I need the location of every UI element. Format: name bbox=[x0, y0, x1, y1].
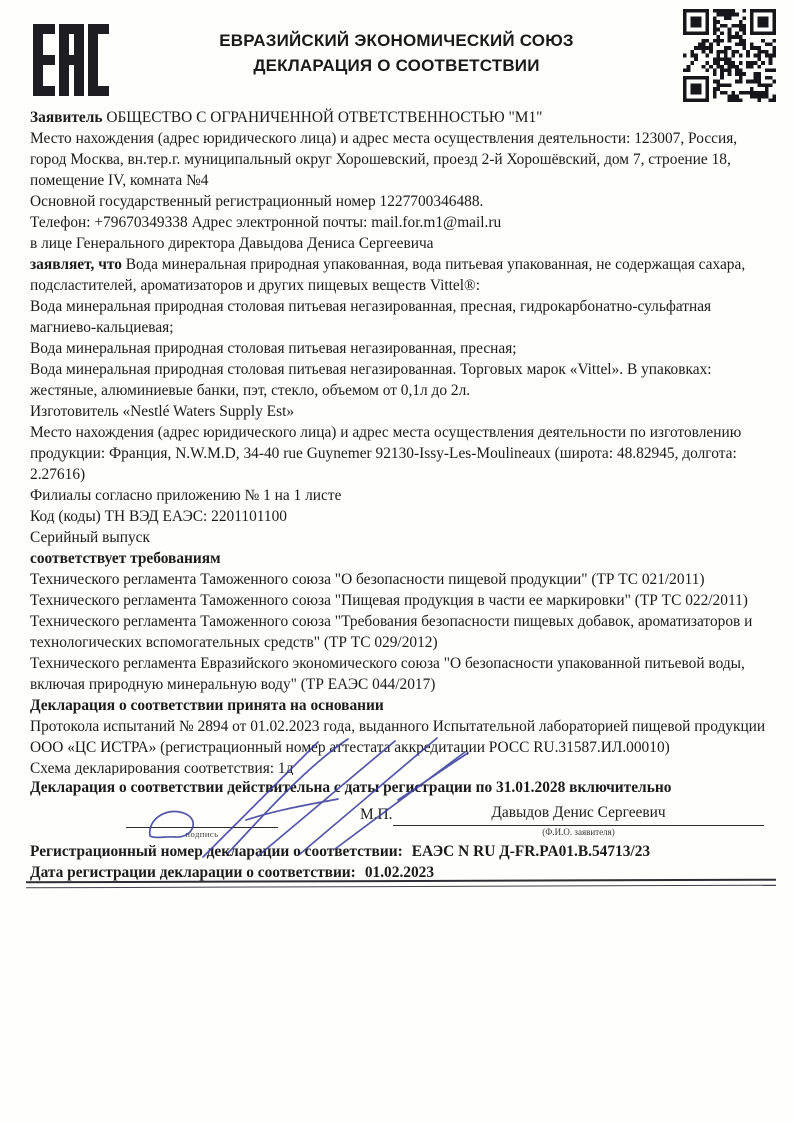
registration-date-label: Дата регистрации декларации о соответствии: bbox=[30, 864, 356, 881]
signature-caption: подпись bbox=[185, 829, 219, 839]
title-line-declaration: ДЕКЛАРАЦИЯ О СООТВЕТСТВИИ bbox=[253, 56, 540, 75]
paragraph: Вода минеральная природная столовая питьевая негазированная. Торговых марок «Vittel». В упаковках: жестяные, алюминиевые банки, пэт, стекло, объемом от 0,1л до 2л. bbox=[30, 361, 712, 399]
registration-number-row bbox=[30, 843, 650, 861]
paragraph: соответствует требованиям bbox=[30, 550, 221, 567]
eac-mark-logo bbox=[33, 24, 109, 96]
paragraph: Филиалы согласно приложению № 1 на 1 листе bbox=[30, 487, 342, 504]
paragraph: Место нахождения (адрес юридического лица) и адрес места осуществления деятельности: 123007, Россия, город Москва, вн.тер.г. муниципальный округ Хорошевский, проезд 2-й Хорошёвский, дом 7, строение 18, помещение IV, комната №4 bbox=[30, 130, 738, 189]
paragraph: Изготовитель «Nestlé Waters Supply Est» bbox=[30, 403, 295, 420]
paragraph: Декларация о соответствии принята на основании bbox=[30, 697, 384, 714]
applicant-name: Давыдов Денис Сергеевич bbox=[491, 804, 666, 821]
paragraph: Вода минеральная природная столовая питьевая негазированная, пресная; bbox=[30, 340, 517, 357]
paragraph: Технического регламента Евразийского экономического союза "О безопасности упакованной питьевой воды, включая природную минеральную воду" (ТР ЕАЭС 044/2017) bbox=[30, 655, 745, 693]
paragraph: Заявитель ОБЩЕСТВО С ОГРАНИЧЕННОЙ ОТВЕТСТВЕННОСТЬЮ "М1" bbox=[30, 109, 543, 126]
paragraph: Вода минеральная природная столовая питьевая негазированная, пресная, гидрокарбонатно-сульфатная магниево-кальциевая; bbox=[30, 298, 712, 336]
paragraphs bbox=[30, 107, 771, 775]
paragraph: Место нахождения (адрес юридического лица) и адрес места осуществления деятельности по изготовлению продукции: Франция, N.W.M.D, 34-40 rue Guynemer 92130-Issy-Les-Moulineaux (широта: 48.82945, долгота: 2.27616) bbox=[30, 424, 742, 483]
qr-code-icon bbox=[683, 9, 776, 102]
registration-number-label: Регистрационный номер декларации о соответствии: bbox=[30, 843, 403, 860]
paragraph: Схема декларирования соответствия: 1д bbox=[30, 760, 294, 775]
registration-date-value: 01.02.2023 bbox=[364, 864, 435, 881]
validity-statement: Декларация о соответствии действительна с даты регистрации по 31.01.2028 включительно bbox=[30, 779, 672, 796]
applicant-name-line bbox=[393, 825, 764, 826]
paragraph: Основной государственный регистрационный номер 1227700346488. bbox=[30, 193, 484, 210]
signature-registration-block bbox=[30, 779, 771, 909]
paragraph: Код (коды) ТН ВЭД ЕАЭС: 2201101100 bbox=[30, 508, 287, 525]
paragraph: Серийный выпуск bbox=[30, 529, 150, 546]
registration-number-value: ЕАЭС N RU Д-FR.PA01.B.54713/23 bbox=[411, 843, 651, 860]
paragraph: Телефон: +79670349338 Адрес электронной почты: mail.for.m1@mail.ru bbox=[30, 214, 502, 231]
signature-line bbox=[126, 827, 278, 828]
title-line-union: ЕВРАЗИЙСКИЙ ЭКОНОМИЧЕСКИЙ СОЮЗ bbox=[219, 31, 574, 50]
page-title bbox=[170, 28, 623, 78]
stamp-place-label: М.П. bbox=[360, 806, 393, 823]
paragraph: в лице Генерального директора Давыдова Дениса Сергеевича bbox=[30, 235, 434, 252]
applicant-name-caption: (Ф.И.О. заявителя) bbox=[542, 827, 615, 837]
bottom-double-rule bbox=[26, 879, 776, 889]
paragraph: Технического регламента Таможенного союза "Требования безопасности пищевых добавок, ароматизаторов и технологических вспомогательных средств" (ТР ТС 029/2012) bbox=[30, 613, 753, 651]
paragraph: Протокола испытаний № 2894 от 01.02.2023 года, выданного Испытательной лабораторией пищевой продукции ООО «ЦС ИСТРА» (регистрационный номер аттестата аккредитации РОСС RU.31587.ИЛ.00010) bbox=[30, 718, 766, 756]
paragraph: заявляет, что Вода минеральная природная упакованная, вода питьевая упакованная, не содержащая сахара, подсластителей, ароматизаторов и других пищевых веществ Vittel®: bbox=[30, 256, 746, 294]
paragraph: Технического регламента Таможенного союза "О безопасности пищевой продукции" (ТР ТС 021/2011) bbox=[30, 571, 705, 588]
paragraph: Технического регламента Таможенного союза "Пищевая продукция в части ее маркировки" (ТР ТС 022/2011) bbox=[30, 592, 748, 609]
